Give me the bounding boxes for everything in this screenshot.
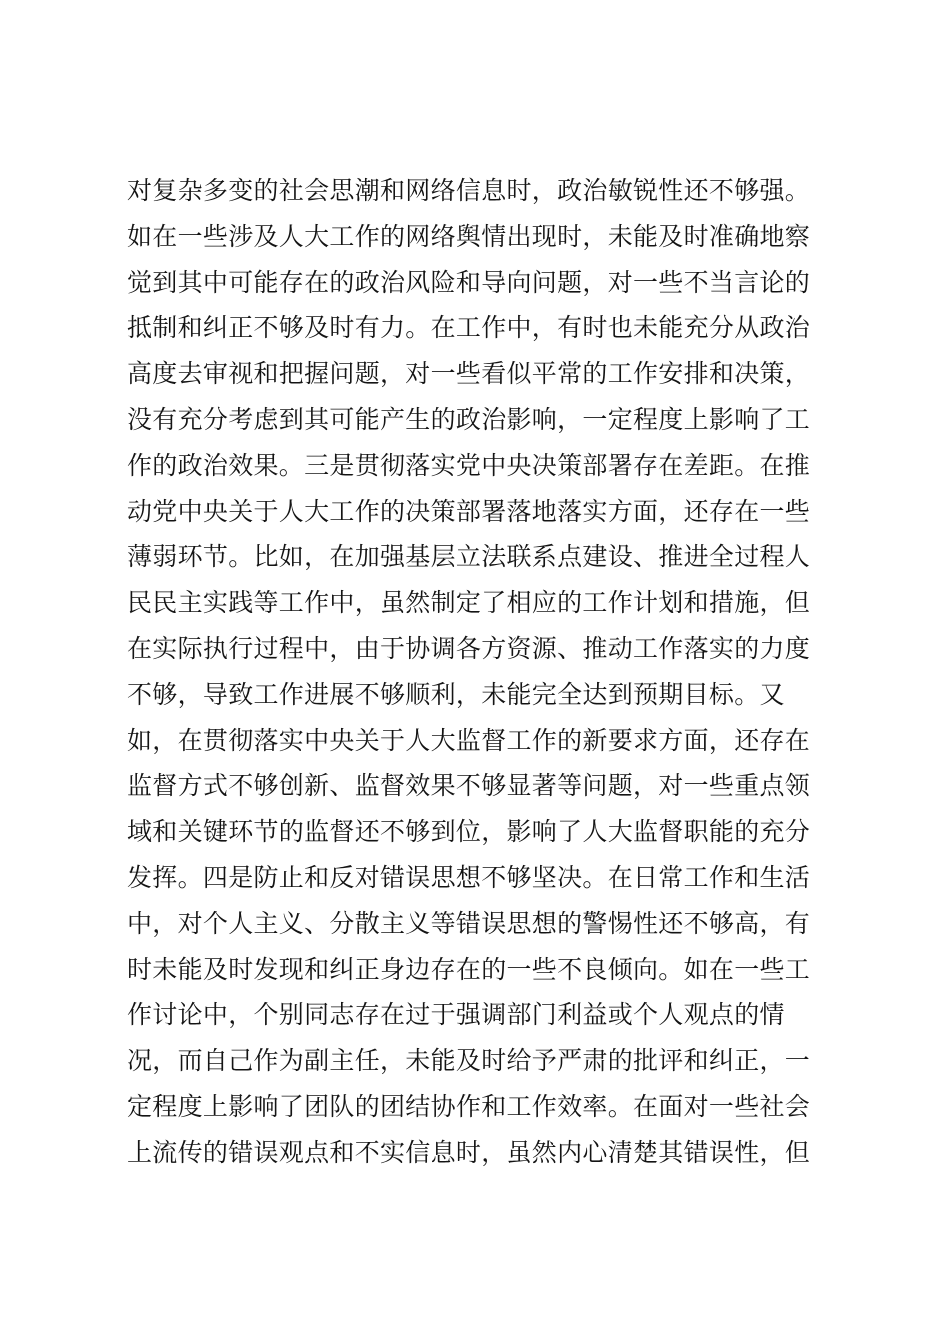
text-line: 域和关键环节的监督还不够到位，影响了人大监督职能的充分 xyxy=(127,817,811,847)
text-line: 监督方式不够创新、监督效果不够显著等问题，对一些重点领 xyxy=(127,771,811,801)
text-line: 对复杂多变的社会思潮和网络信息时，政治敏锐性还不够强。 xyxy=(127,176,811,205)
text-line: 抵制和纠正不够及时有力。在工作中，有时也未能充分从政治 xyxy=(127,313,811,343)
text-line: 不够，导致工作进展不够顺利，未能完全达到预期目标。又 xyxy=(127,679,785,709)
text-line: 作的政治效果。三是贯彻落实党中央决策部署存在差距。在推 xyxy=(127,450,811,480)
text-line: 作讨论中，个别同志存在过于强调部门利益或个人观点的情 xyxy=(127,1000,785,1030)
text-line: 上流传的错误观点和不实信息时，虽然内心清楚其错误性，但 xyxy=(127,1137,811,1167)
text-line: 中，对个人主义、分散主义等错误思想的警惕性还不够高，有 xyxy=(127,908,811,938)
text-line: 民民主实践等工作中，虽然制定了相应的工作计划和措施，但 xyxy=(127,588,811,618)
text-line: 定程度上影响了团队的团结协作和工作效率。在面对一些社会 xyxy=(127,1091,811,1121)
text-line: 况，而自己作为副主任，未能及时给予严肃的批评和纠正，一 xyxy=(127,1046,811,1076)
text-line: 觉到其中可能存在的政治风险和导向问题，对一些不当言论的 xyxy=(127,267,811,297)
text-line: 高度去审视和把握问题，对一些看似平常的工作安排和决策， xyxy=(127,359,811,389)
text-line: 如，在贯彻落实中央关于人大监督工作的新要求方面，还存在 xyxy=(127,725,811,755)
body-text xyxy=(127,168,827,1176)
text-line: 没有充分考虑到其可能产生的政治影响，一定程度上影响了工 xyxy=(127,404,811,434)
text-line: 在实际执行过程中，由于协调各方资源、推动工作落实的力度 xyxy=(127,633,811,663)
text-line: 发挥。四是防止和反对错误思想不够坚决。在日常工作和生活 xyxy=(127,862,811,892)
text-line: 薄弱环节。比如，在加强基层立法联系点建设、推进全过程人 xyxy=(127,542,811,572)
text-line: 时未能及时发现和纠正身边存在的一些不良倾向。如在一些工 xyxy=(127,954,811,984)
text-line: 动党中央关于人大工作的决策部署落地落实方面，还存在一些 xyxy=(127,496,811,526)
text-line: 如在一些涉及人大工作的网络舆情出现时，未能及时准确地察 xyxy=(127,221,811,251)
